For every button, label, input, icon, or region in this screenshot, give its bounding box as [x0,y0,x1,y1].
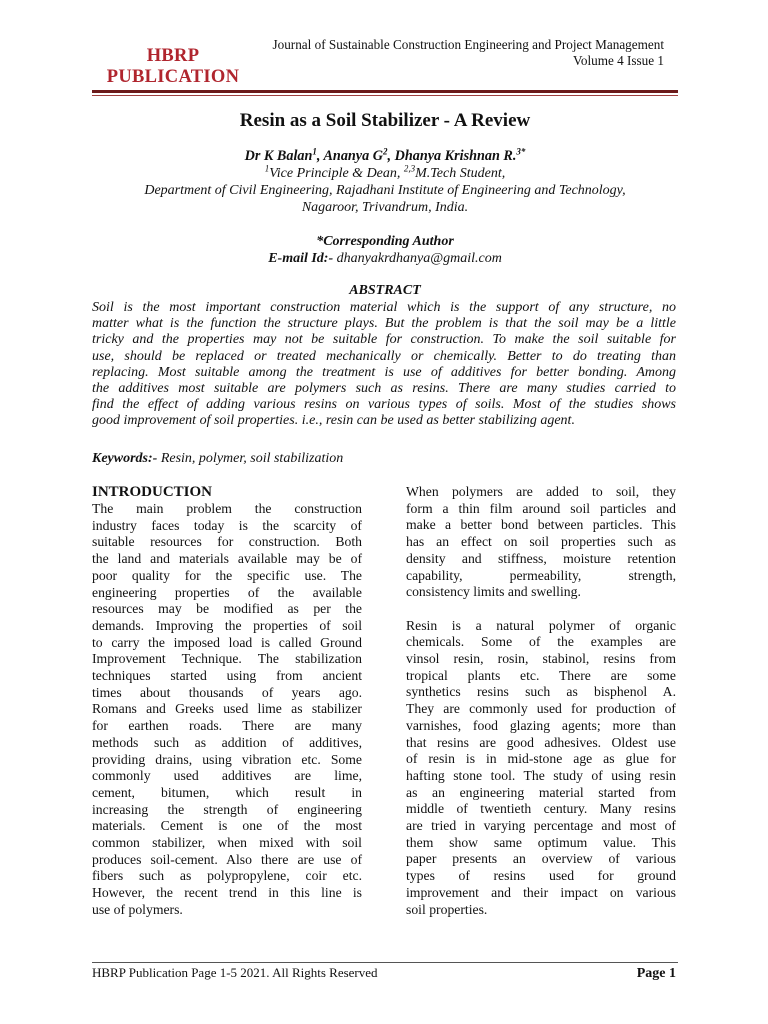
author-name: Dhanya Krishnan R. [394,148,517,164]
text-line: fibers such as polypropylene, coir etc. [92,868,362,884]
abstract-heading: ABSTRACT [349,283,421,298]
text-line: The main problem the construction [92,501,362,516]
author-affiliation-mark: 3* [516,146,526,157]
text-line: improvement and their impact on various [406,884,676,900]
abstract-line: tricky and the properties may not be suitable for construction. To make the soil suitable for [92,332,676,348]
text-line: the land and materials available may be of [92,551,362,567]
text-line: cement, bitumen, which result in [92,784,362,800]
text-line: consistency limits and swelling. [406,584,581,600]
journal-volume: Volume 4 Issue 1 [573,52,664,68]
email-label: E-mail Id:- [268,251,334,266]
text-line: commonly used additives are lime, [92,768,362,784]
text-line: types of resins used for ground [406,868,676,884]
text-line: industry faces today is the scarcity of [92,517,362,533]
author-affiliation-mark: 1 [312,146,317,157]
paper-title: Resin as a Soil Stabilizer - A Review [239,110,531,131]
author-separator: , [316,148,324,164]
text-line: for earthen roads. There are many [92,718,362,734]
paragraph-gap [406,601,676,618]
abstract-line: find the effect of adding various resins on various types of soils. Most of the studies shows [92,397,676,413]
text-line: form a thin film around soil particles and [406,500,676,516]
text-line: make a better bond between particles. This [406,517,676,533]
text-line: suitable resources for construction. Both [92,534,362,550]
text-line: providing drains, using vibration etc. Some [92,751,362,767]
header-rule-thin [92,95,678,96]
text-line: hafting stone tool. The study of using resin [406,767,676,783]
affiliation-mark-1: 1 [264,163,270,174]
text-line: of resin is in mid-stone age as glue for [406,751,676,767]
keywords-value: Resin, polymer, soil stabilization [157,451,344,466]
abstract-line: use, should be replaced or treated mechanically or chemically. Better to do treating than [92,348,676,364]
text-line: density and stiffness, moisture retention [406,550,676,566]
abstract-line: matter what is the function the structure plays. But the problem is that the soil may be a little [92,316,676,332]
text-line: varnishes, food glazing agents; more than [406,717,676,733]
text-line: Romans and Greeks used lime as stabilizer [92,701,362,717]
polymer-paragraph [406,484,676,601]
affiliation-line-3: Nagaroor, Trivandrum, India. [301,200,469,215]
text-line: as an engineering material started from [406,784,676,800]
abstract-line: good improvement of soil properties. i.e., resin can be used as better stabilizing agent. [92,413,575,429]
page-number: Page 1 [636,966,676,981]
author-separator: , [387,148,395,164]
text-line: materials. Cement is one of the most [92,818,362,834]
abstract-line: Soil is the most important construction material which is the support of any structure, no [92,300,676,315]
logo-line-1: HBRP [146,46,200,66]
text-line: that resins are good adhesives. Oldest use [406,734,676,750]
publisher-logo [106,46,240,88]
affiliation-mark-2: 2,3 [403,163,416,174]
author-name: Ananya G [323,148,383,164]
email-address[interactable]: dhanyakrdhanya@gmail.com [333,251,502,266]
text-line: use of polymers. [92,901,183,917]
corresponding-author-label: *Corresponding Author [316,234,454,249]
text-line: paper presents an overview of various [406,851,676,867]
header-rule [92,90,678,93]
text-line: synthetics resins such as bisphenol A. [406,684,676,700]
affiliation-line-2: Department of Civil Engineering, Rajadhani Institute of Engineering and Technology, [144,183,626,198]
journal-info [272,37,664,68]
text-line: vinsol resin, rosin, stabinol, resins from [406,651,676,667]
journal-name: Journal of Sustainable Construction Engineering and Project Management [272,37,664,52]
text-line: times about thousands of years ago. [92,684,362,700]
abstract-line: replacing. Most suitable among the treatment is use of additives for better bonding. Among [92,364,676,380]
abstract-line: the additives most suitable are polymers such as resins. There are many studies carried to [92,381,676,397]
affiliation-line-1 [92,165,678,182]
affiliation-role-1: Vice Principle & Dean, [269,166,404,181]
footer-copyright: HBRP Publication Page 1-5 2021. All Rights Reserved [92,965,378,980]
text-line: are tried in varying percentage and most of [406,818,676,834]
text-line: produces soil-cement. Also there are use of [92,851,362,867]
keywords-label: Keywords:- [92,451,158,466]
email-line [92,250,678,267]
text-line: has an effect on soil properties such as [406,534,676,550]
logo-line-2: PUBLICATION [106,67,240,87]
text-line: soil properties. [406,901,488,917]
text-line: Improvement Technique. The stabilization [92,651,362,667]
text-line: methods such as addition of additives, [92,734,362,750]
right-column [406,484,676,918]
text-line: When polymers are added to soil, they [406,484,676,499]
text-line: engineering properties of the available [92,584,362,600]
text-line: capability, permeability, strength, [406,567,676,583]
keywords-line [92,450,678,467]
text-line: resources may be modified as per the [92,601,362,617]
abstract-body [92,300,676,430]
text-line: They are commonly used for production of [406,701,676,717]
text-line: techniques started using from ancient [92,668,362,684]
affiliation-role-2: M.Tech Student, [415,166,506,181]
text-line: chemicals. Some of the examples are [406,634,676,650]
text-line: tropical plants etc. There are some [406,667,676,683]
resin-paragraph [406,618,676,919]
text-line: However, the recent trend in this line is [92,885,362,901]
footer-rule [92,962,678,963]
author-list [92,148,678,165]
text-line: Resin is a natural polymer of organic [406,617,676,633]
text-line: demands. Improving the properties of soil [92,617,362,633]
text-line: common stabilizer, when mixed with soil [92,835,362,851]
author-affiliation-mark: 2 [383,146,388,157]
text-line: poor quality for the specific use. The [92,567,362,583]
text-line: them show same optimum value. This [406,834,676,850]
text-line: middle of twentieth century. Many resins [406,801,676,817]
author-name: Dr K Balan [244,148,313,164]
text-line: increasing the strength of engineering [92,801,362,817]
introduction-heading: INTRODUCTION [92,484,213,500]
introduction-text [92,501,362,919]
text-line: to carry the imposed load is called Ground [92,634,362,650]
left-column [92,484,362,919]
